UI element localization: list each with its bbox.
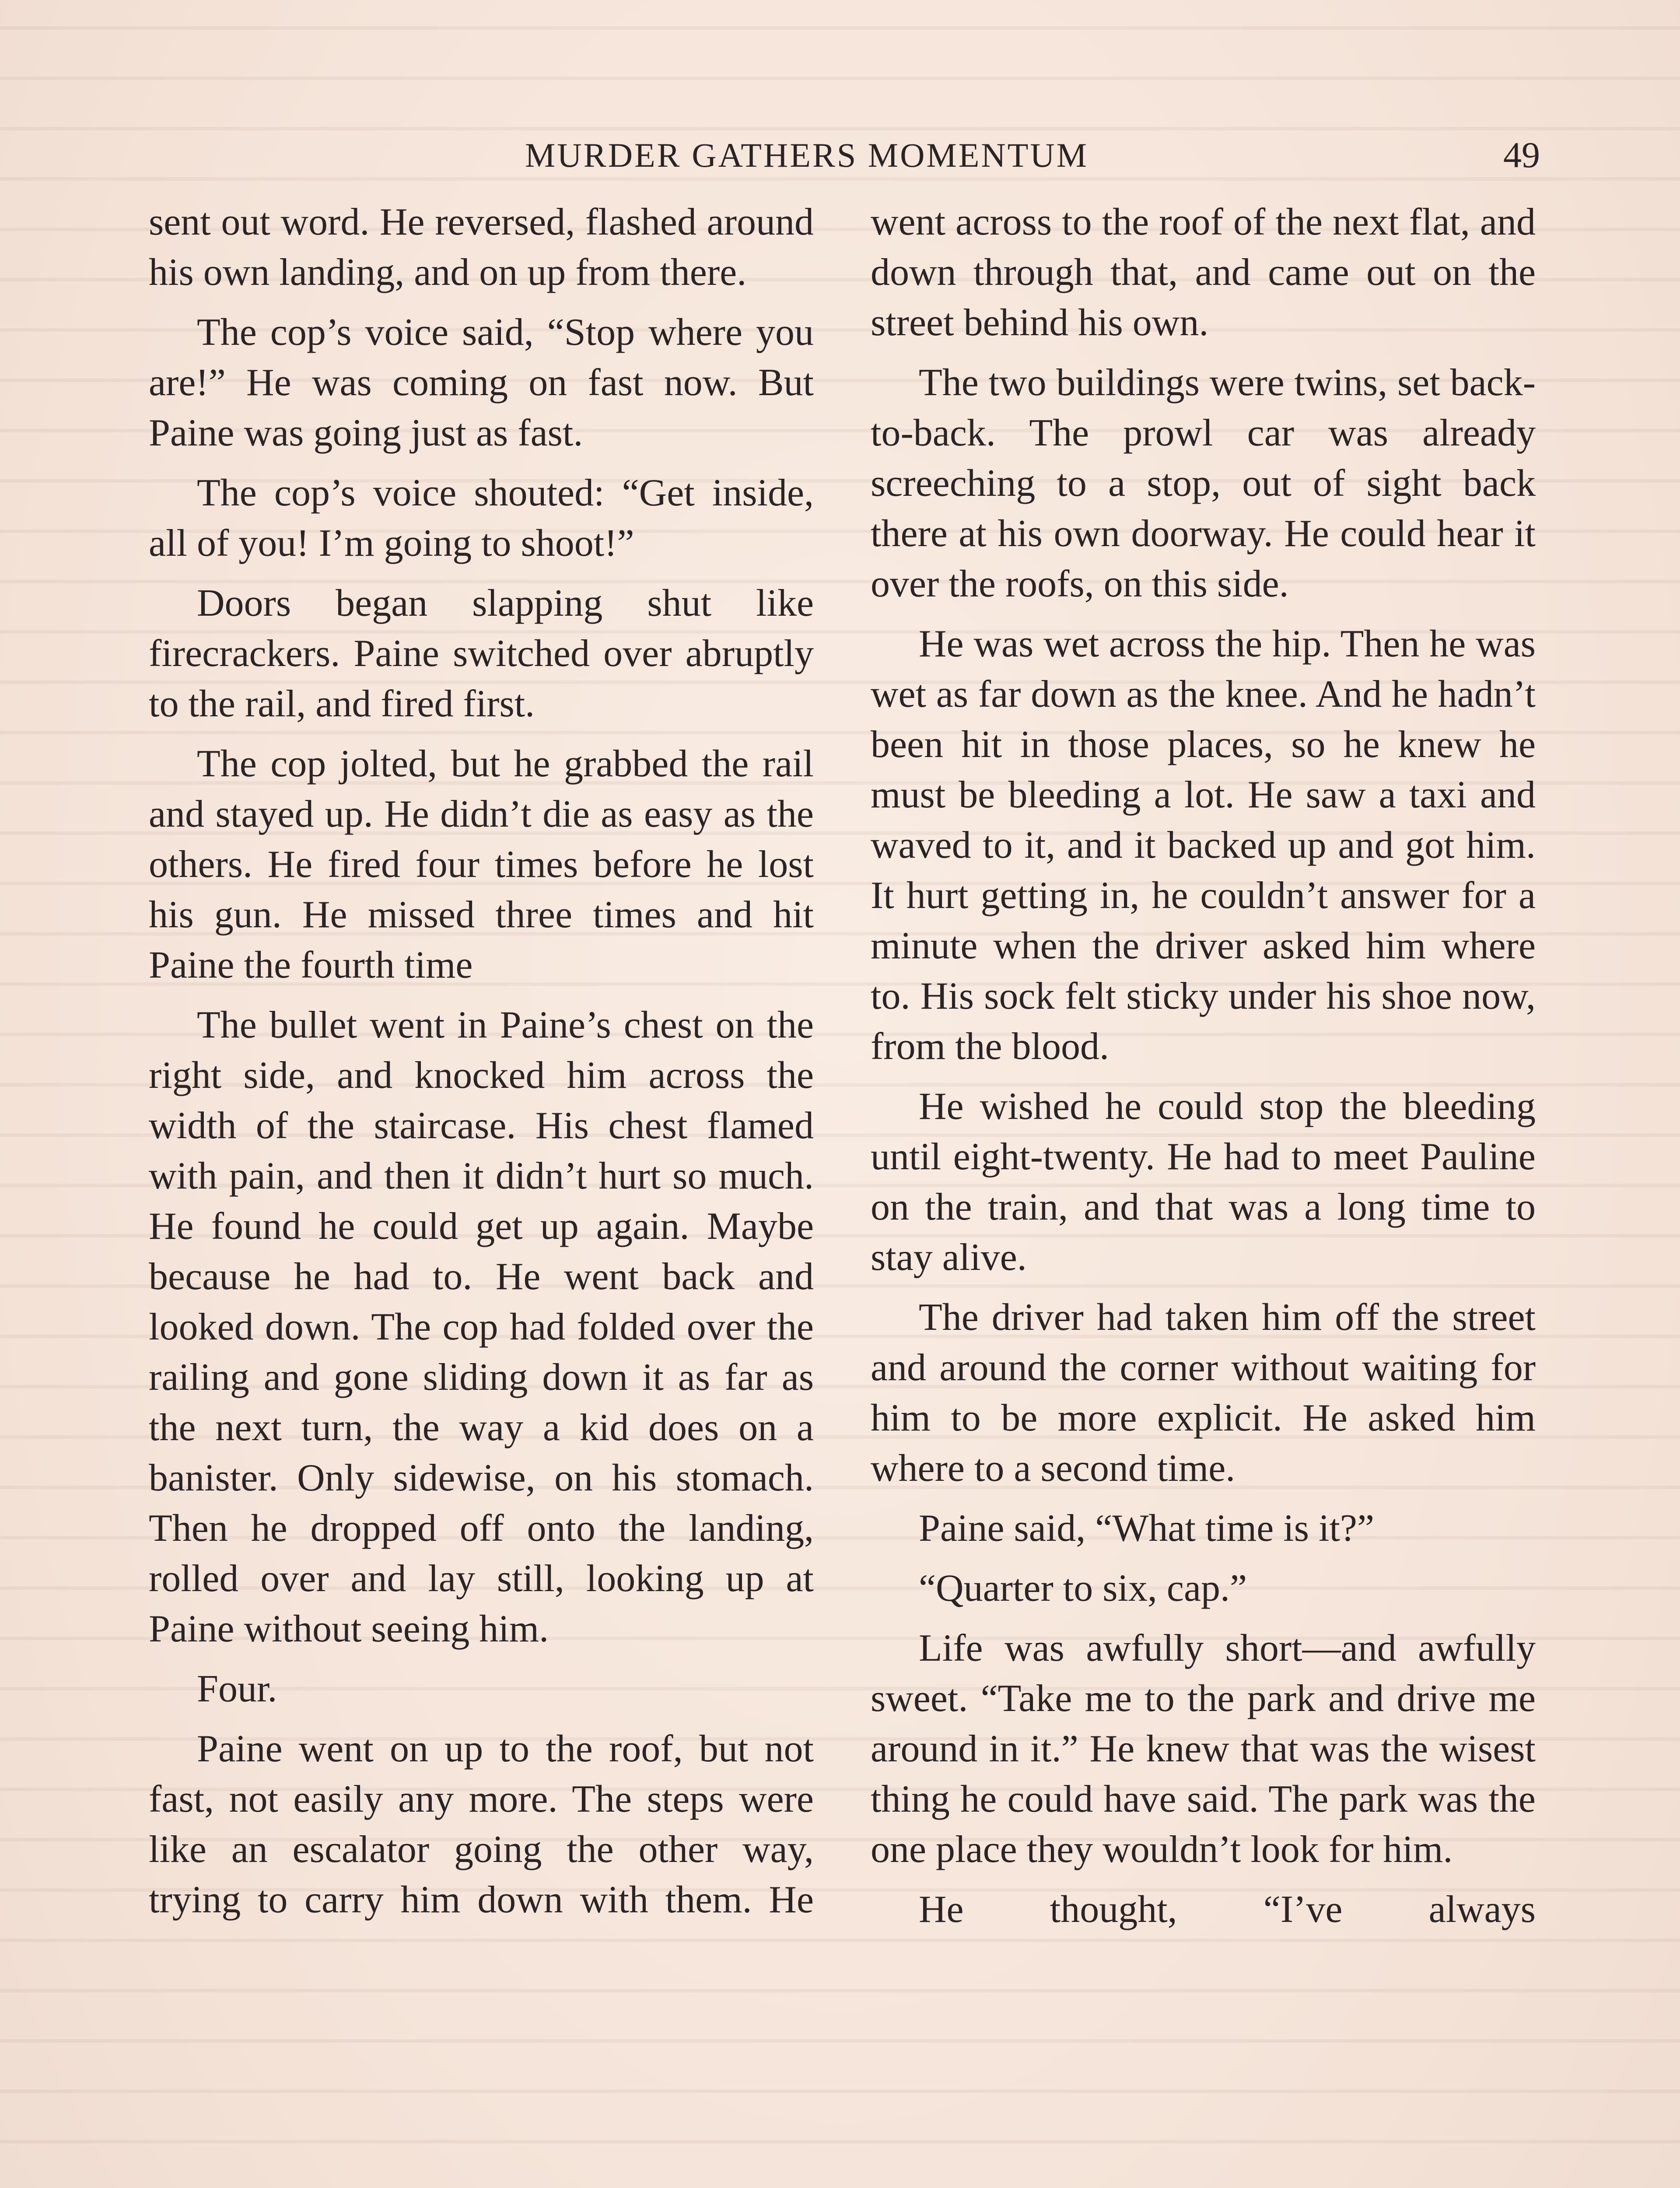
page-number: 49: [1503, 135, 1540, 175]
running-title: MURDER GATHERS MOMENTUM: [525, 136, 1089, 174]
paragraph: The cop’s voice shouted: “Get inside, all of you! I’m going to shoot!”: [149, 472, 814, 565]
right-column: [871, 197, 1536, 1944]
paragraph: The bullet went in Paine’s chest on the right side, and knocked him across the width of the staircase. His chest flamed with pain, and then it didn’t hurt so much. He found he could get up again. Maybe because he had to. He went back and looked down. The cop had folded over the railing and gone sliding down it as far as the next turn, the way a kid does on a banister. Only sidewise, on his stomach. Then he dropped off onto the landing, rolled over and lay still, looking up at Paine without seeing him.: [149, 1004, 814, 1650]
paragraph: Doors began slapping shut like firecrackers. Paine switched over abruptly to the rail, and fired first.: [149, 582, 814, 725]
page-header: [149, 131, 1540, 179]
paragraph: Paine said, “What time is it?”: [919, 1507, 1375, 1550]
paragraph: The cop jolted, but he grabbed the rail and stayed up. He didn’t die as easy as the others. He fired four times before he lost his gun. He missed three times and hit Paine the fourth time: [149, 743, 814, 986]
paragraph: The cop’s voice said, “Stop where you are!” He was coming on fast now. But Paine was going just as fast.: [149, 311, 814, 454]
paragraph: went across to the roof of the next flat, and down through that, and came out on the street behind his own.: [871, 201, 1536, 344]
paragraph: Four.: [197, 1668, 277, 1710]
paragraph: He was wet across the hip. Then he was wet as far down as the knee. And he hadn’t been hit in those places, so he knew he must be bleeding a lot. He saw a taxi and waved to it, and it backed up and got him. It hurt getting in, he couldn’t answer for a minute when the driver asked him where to. His sock felt sticky under his shoe now, from the blood.: [871, 623, 1536, 1068]
paragraph: “Quarter to six, cap.”: [919, 1567, 1247, 1609]
paragraph: The two buildings were twins, set back-to-back. The prowl car was already screeching to a stop, out of sight back there at his own doorway. He could hear it over the roofs, on this side.: [871, 361, 1536, 605]
paragraph: sent out word. He reversed, flashed around his own landing, and on up from there.: [149, 201, 814, 294]
left-column: [149, 197, 814, 1935]
paragraph: Paine went on up to the roof, but not fast, not easily any more. The steps were like an escalator going the other way, trying to carry him down with them. He: [149, 1728, 814, 1921]
paragraph: The driver had taken him off the street and around the corner without waiting for him to be more explicit. He asked him where to a second time.: [871, 1296, 1536, 1490]
paragraph: Life was awfully short—and awfully sweet. “Take me to the park and drive me around in it.” He knew that was the wisest thing he could have said. The park was the one place they wouldn’t look for him.: [871, 1627, 1536, 1871]
paragraph: He wished he could stop the bleeding until eight-twenty. He had to meet Pauline on the train, and that was a long time to stay alive.: [871, 1085, 1536, 1279]
paragraph: He thought, “I’ve always: [919, 1888, 1536, 1931]
